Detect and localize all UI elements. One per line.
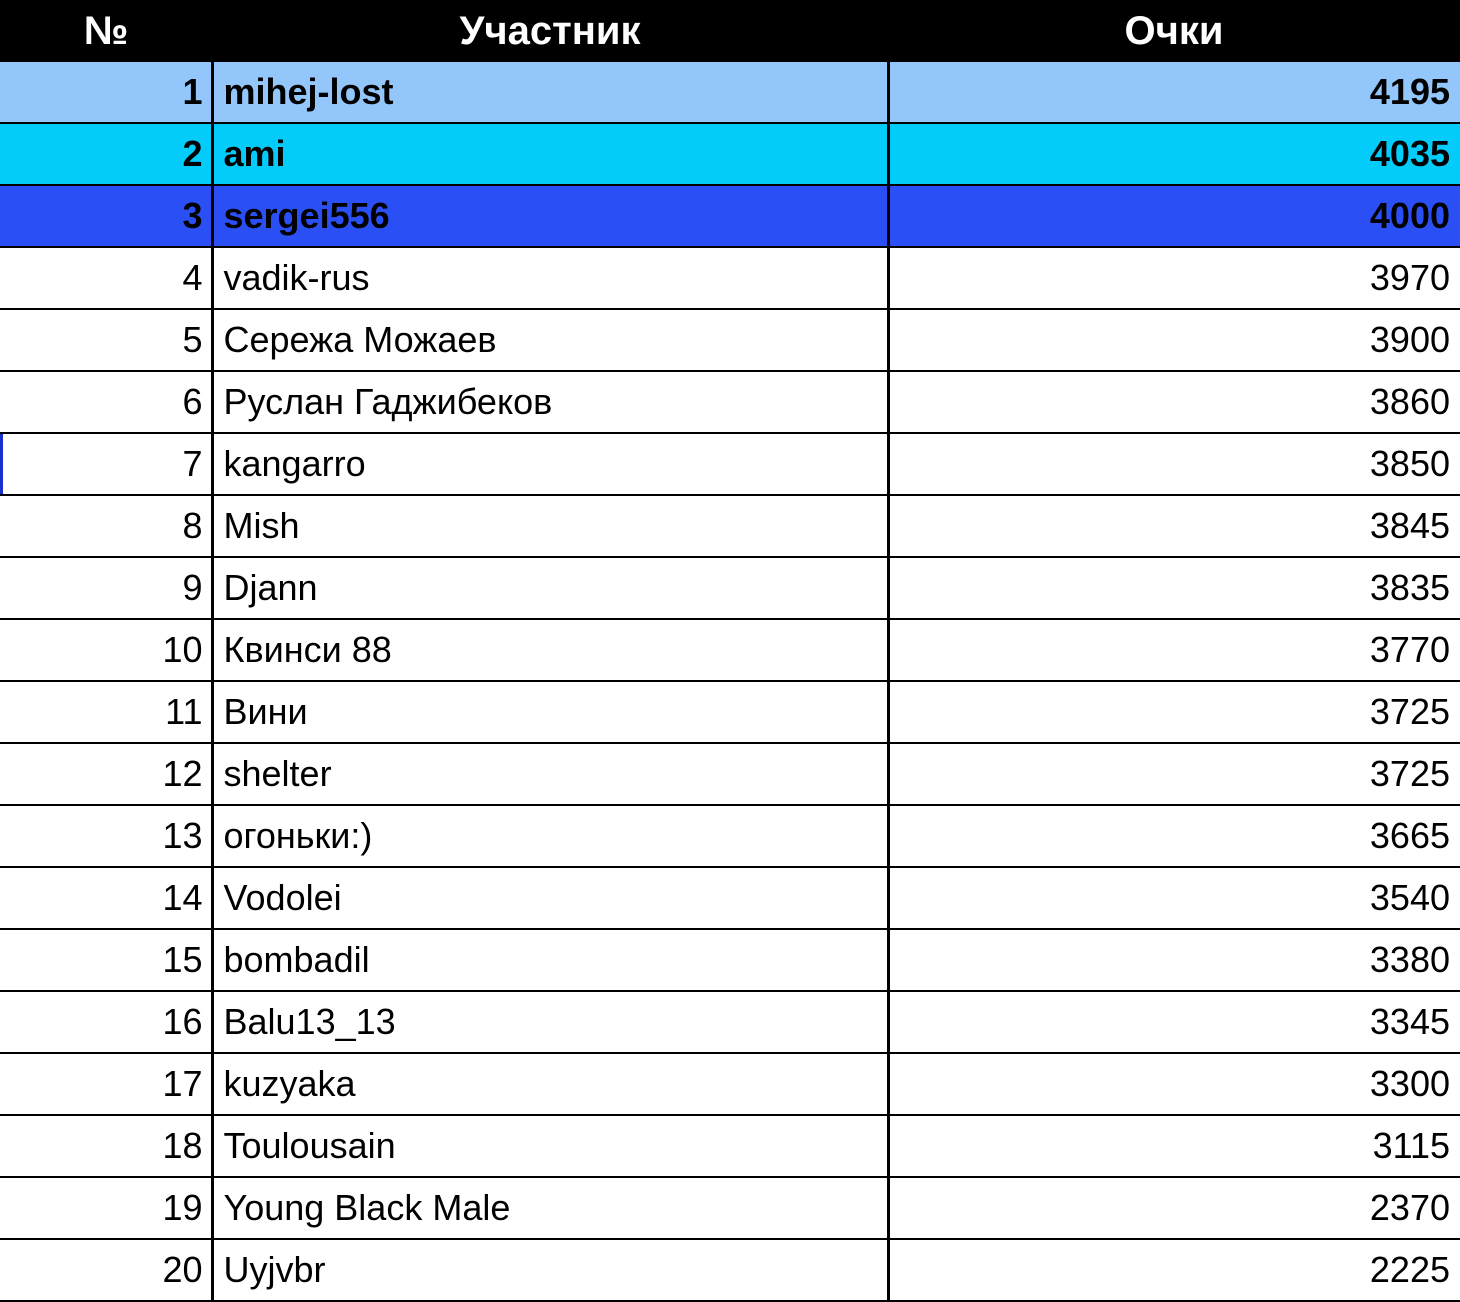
cell-participant-name: mihej-lost xyxy=(212,62,888,123)
cell-score: 3850 xyxy=(888,433,1460,495)
table-row xyxy=(0,495,1460,557)
table-row xyxy=(0,123,1460,185)
cell-participant-name: sergei556 xyxy=(212,185,888,247)
table-row xyxy=(0,1115,1460,1177)
cell-score: 4000 xyxy=(888,185,1460,247)
cell-score: 2370 xyxy=(888,1177,1460,1239)
table-row xyxy=(0,619,1460,681)
table-row xyxy=(0,805,1460,867)
cell-rank: 1 xyxy=(0,62,212,123)
cell-rank: 10 xyxy=(0,619,212,681)
cell-participant-name: bombadil xyxy=(212,929,888,991)
table-row xyxy=(0,991,1460,1053)
cell-score: 3845 xyxy=(888,495,1460,557)
cell-participant-name: Mish xyxy=(212,495,888,557)
cell-rank: 17 xyxy=(0,1053,212,1115)
cell-participant-name: Квинси 88 xyxy=(212,619,888,681)
cell-score: 3540 xyxy=(888,867,1460,929)
table-row xyxy=(0,371,1460,433)
table-row xyxy=(0,867,1460,929)
table-row xyxy=(0,185,1460,247)
cell-score: 3770 xyxy=(888,619,1460,681)
cell-participant-name: vadik-rus xyxy=(212,247,888,309)
table-body xyxy=(0,62,1460,1301)
column-header-name: Участник xyxy=(212,0,888,62)
cell-participant-name: Balu13_13 xyxy=(212,991,888,1053)
cell-score: 3345 xyxy=(888,991,1460,1053)
cell-rank: 3 xyxy=(0,185,212,247)
cell-score: 3115 xyxy=(888,1115,1460,1177)
cell-rank: 8 xyxy=(0,495,212,557)
table-row xyxy=(0,1053,1460,1115)
cell-participant-name: Toulousain xyxy=(212,1115,888,1177)
cell-participant-name: Vodolei xyxy=(212,867,888,929)
table-header-row xyxy=(0,0,1460,62)
cell-participant-name: Uyjvbr xyxy=(212,1239,888,1301)
cell-participant-name: shelter xyxy=(212,743,888,805)
cell-rank: 16 xyxy=(0,991,212,1053)
table-row xyxy=(0,1177,1460,1239)
cell-participant-name: kangarro xyxy=(212,433,888,495)
cell-score: 4195 xyxy=(888,62,1460,123)
cell-score: 3380 xyxy=(888,929,1460,991)
table-row xyxy=(0,247,1460,309)
cell-participant-name: Djann xyxy=(212,557,888,619)
cell-score: 2225 xyxy=(888,1239,1460,1301)
cell-rank: 20 xyxy=(0,1239,212,1301)
table-row xyxy=(0,743,1460,805)
cell-rank: 14 xyxy=(0,867,212,929)
table-row xyxy=(0,557,1460,619)
table-row xyxy=(0,929,1460,991)
cell-rank: 5 xyxy=(0,309,212,371)
cell-participant-name: ami xyxy=(212,123,888,185)
cell-rank: 9 xyxy=(0,557,212,619)
cell-rank: 11 xyxy=(0,681,212,743)
table-row xyxy=(0,62,1460,123)
table-row xyxy=(0,1239,1460,1301)
table-header xyxy=(0,0,1460,62)
cell-rank: 2 xyxy=(0,123,212,185)
cell-score: 3835 xyxy=(888,557,1460,619)
table-row xyxy=(0,309,1460,371)
cell-score: 3725 xyxy=(888,743,1460,805)
cell-score: 3900 xyxy=(888,309,1460,371)
cell-participant-name: kuzyaka xyxy=(212,1053,888,1115)
cell-rank: 7 xyxy=(0,433,212,495)
cell-score: 3665 xyxy=(888,805,1460,867)
cell-rank: 6 xyxy=(0,371,212,433)
cell-rank: 12 xyxy=(0,743,212,805)
cell-rank: 18 xyxy=(0,1115,212,1177)
column-header-score: Очки xyxy=(888,0,1460,62)
cell-score: 3725 xyxy=(888,681,1460,743)
cell-score: 3970 xyxy=(888,247,1460,309)
cell-participant-name: Руслан Гаджибеков xyxy=(212,371,888,433)
cell-participant-name: огоньки:) xyxy=(212,805,888,867)
cell-score: 3860 xyxy=(888,371,1460,433)
cell-participant-name: Вини xyxy=(212,681,888,743)
cell-rank: 13 xyxy=(0,805,212,867)
cell-participant-name: Young Black Male xyxy=(212,1177,888,1239)
cell-score: 4035 xyxy=(888,123,1460,185)
column-header-rank: № xyxy=(0,0,212,62)
cell-participant-name: Сережа Можаев xyxy=(212,309,888,371)
cell-score: 3300 xyxy=(888,1053,1460,1115)
cell-rank: 19 xyxy=(0,1177,212,1239)
table-row xyxy=(0,681,1460,743)
table-row xyxy=(0,433,1460,495)
cell-rank: 15 xyxy=(0,929,212,991)
cell-rank: 4 xyxy=(0,247,212,309)
